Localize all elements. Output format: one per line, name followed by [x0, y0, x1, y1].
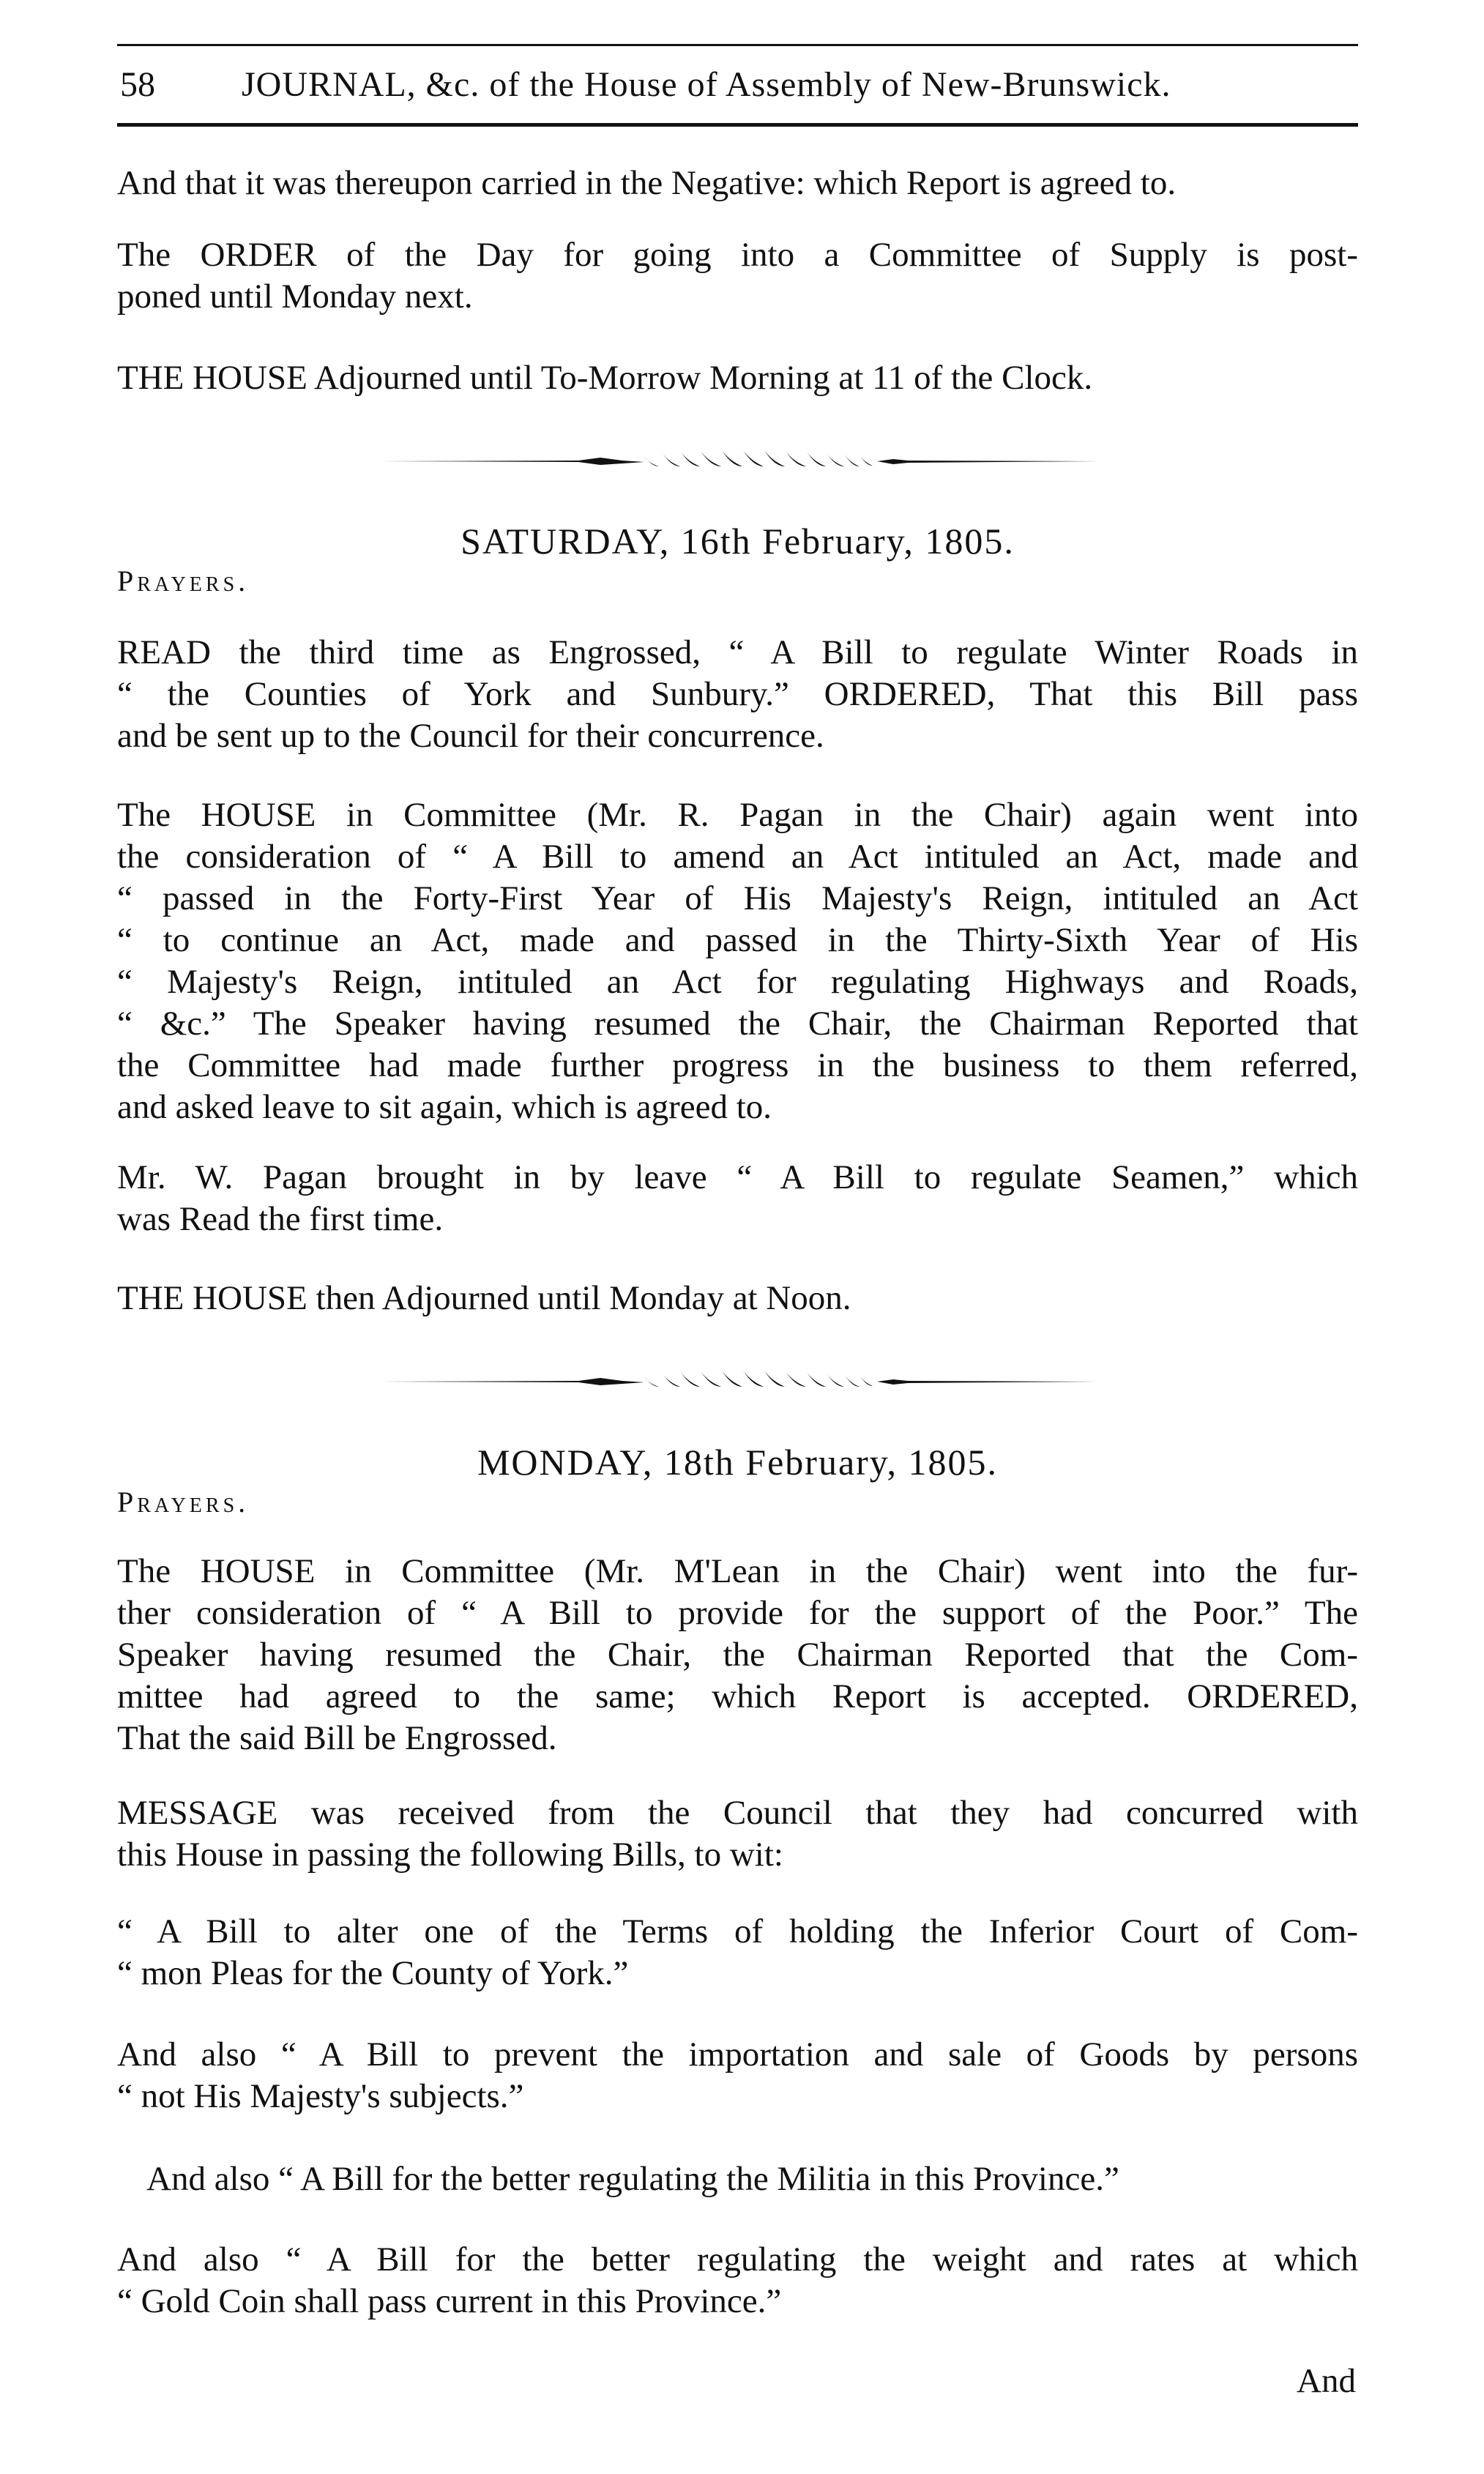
text-line: Speaker having resumed the Chair, the Chairman Reported that the Com-: [117, 1636, 1358, 1674]
paragraph-gold-coin-bill: [117, 2239, 1358, 2322]
paragraph-order-of-day: [117, 234, 1358, 318]
text-line: “ to continue an Act, made and passed in the Thirty-Sixth Year of His: [117, 921, 1358, 959]
paragraph-adjourned: [117, 357, 1358, 399]
text-line: the Committee had made further progress in the business to them referred,: [117, 1046, 1358, 1084]
text-line: And also “ A Bill for the better regulating the weight and rates at which: [117, 2240, 1358, 2279]
text-line: “ &c.” The Speaker having resumed the Chair, the Chairman Reported that: [117, 1005, 1358, 1043]
text-line: and asked leave to sit again, which is agreed to.: [117, 1088, 772, 1126]
running-title: JOURNAL, &c. of the House of Assembly of New-Brunswick.: [242, 65, 1171, 104]
prayers-label: Prayers.: [117, 565, 250, 597]
text-line: ther consideration of “ A Bill to provide for the support of the Poor.” The: [117, 1594, 1358, 1632]
header-top-rule: [117, 44, 1358, 46]
text-line: “ the Counties of York and Sunbury.” ORDERED, That this Bill pass: [117, 675, 1358, 713]
text-line: “ A Bill to alter one of the Terms of holding the Inferior Court of Com-: [117, 1912, 1358, 1950]
paragraph-militia-bill: [117, 2158, 1358, 2200]
text-line: And also “ A Bill to prevent the importation and sale of Goods by persons: [117, 2035, 1358, 2074]
running-head: [117, 51, 1358, 117]
text-line: and be sent up to the Council for their concurrence.: [117, 717, 824, 755]
paragraph-seamen-bill: [117, 1157, 1358, 1240]
paragraph-highways-committee: [117, 794, 1358, 1128]
text-line: “ passed in the Forty-First Year of His Majesty's Reign, intituled an Act: [117, 879, 1358, 917]
paragraph-winter-roads: [117, 632, 1358, 757]
text-line: “ Gold Coin shall pass current in this Province.”: [117, 2282, 782, 2320]
prayers-label: Prayers.: [117, 1486, 250, 1519]
text-line: The ORDER of the Day for going into a Committee of Supply is post-: [117, 236, 1358, 274]
text-line: poned until Monday next.: [117, 277, 473, 316]
paragraph-council-message: [117, 1792, 1358, 1876]
text-line: THE HOUSE then Adjourned until Monday at Noon.: [117, 1279, 851, 1317]
day-heading-saturday: SATURDAY, 16th February, 1805.: [461, 521, 1015, 562]
paragraph-poor-bill: [117, 1551, 1358, 1759]
text-line: “ not His Majesty's subjects.”: [117, 2077, 524, 2115]
text-line: mittee had agreed to the same; which Report is accepted. ORDERED,: [117, 1677, 1358, 1715]
text-line: The HOUSE in Committee (Mr. R. Pagan in the Chair) again went into: [117, 796, 1358, 834]
paragraph-report-agreed: [117, 163, 1358, 204]
text-line: “ mon Pleas for the County of York.”: [117, 1954, 629, 1992]
text-line: READ the third time as Engrossed, “ A Bill to regulate Winter Roads in: [117, 633, 1358, 671]
ornamental-divider: [381, 443, 1098, 480]
text-line: was Read the first time.: [117, 1200, 444, 1238]
ornamental-divider: [381, 1363, 1098, 1400]
text-line: MESSAGE was received from the Council that they had concurred with: [117, 1794, 1358, 1832]
text-line: The HOUSE in Committee (Mr. M'Lean in the Chair) went into the fur-: [117, 1552, 1358, 1590]
text-line: the consideration of “ A Bill to amend an Act intituled an Act, made and: [117, 838, 1358, 876]
text-line: And that it was thereupon carried in the Negative: which Report is agreed to.: [117, 164, 1177, 202]
header-bottom-rule: [117, 123, 1358, 127]
page-number: 58: [120, 65, 155, 104]
text-line: Mr. W. Pagan brought in by leave “ A Bill to regulate Seamen,” which: [117, 1158, 1358, 1196]
text-line: That the said Bill be Engrossed.: [117, 1719, 557, 1757]
paragraph-goods-importation-bill: [117, 2034, 1358, 2117]
day-heading-monday: MONDAY, 18th February, 1805.: [477, 1442, 999, 1483]
text-line: THE HOUSE Adjourned until To-Morrow Morning at 11 of the Clock.: [117, 359, 1093, 397]
text-line: this House in passing the following Bills, to wit:: [117, 1836, 783, 1874]
catchword: And: [1297, 2362, 1356, 2400]
paragraph-inferior-court-bill: [117, 1911, 1358, 1994]
paragraph-adjourned-noon: [117, 1278, 1358, 1319]
text-line: And also “ A Bill for the better regulating the Militia in this Province.”: [146, 2160, 1119, 2198]
text-line: “ Majesty's Reign, intituled an Act for regulating Highways and Roads,: [117, 963, 1358, 1001]
